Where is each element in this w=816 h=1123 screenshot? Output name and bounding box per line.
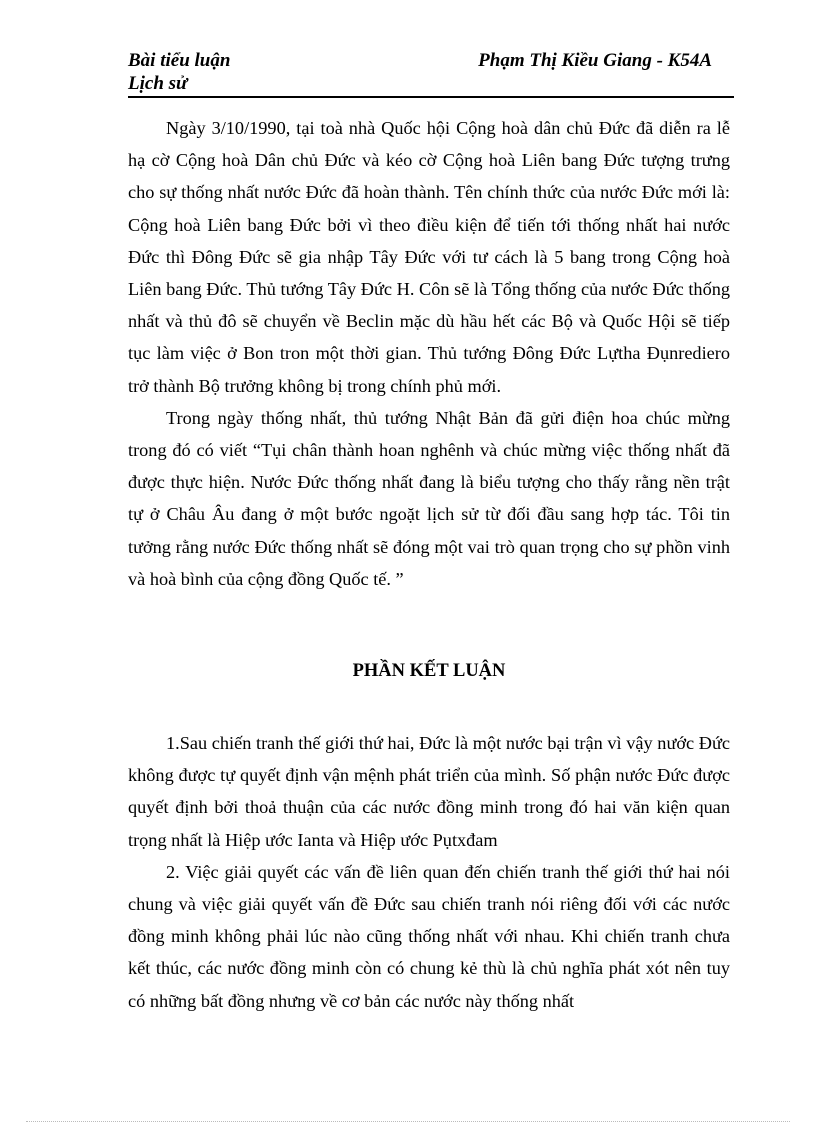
paragraph: 2. Việc giải quyết các vấn đề liên quan đến chiến tranh thế giới thứ hai nói chung và việc giải quyết vấn đề Đức sau chiến tranh nói riêng đối với các nước đồng minh không phải lúc nào cũng thống nhất với nhau. Khi chiến tranh chưa kết thúc, các nước đồng minh còn có chung kẻ thù là chủ nghĩa phát xót nên tuy có những bất đồng nhưng về cơ bản các nước này thống nhất: [128, 861, 730, 1011]
conclusion-heading: PHẦN KẾT LUẬN: [352, 661, 506, 681]
page-header: [128, 48, 734, 98]
header-title-line2: Lịch sử: [128, 73, 188, 94]
paragraph: Ngày 3/10/1990, tại toà nhà Quốc hội Cộng hoà dân chủ Đức đã diễn ra lễ hạ cờ Cộng hoà Dân chủ Đức và kéo cờ Cộng hoà Liên bang Đức tượng trưng cho sự thống nhất nước Đức đã hoàn thành. Tên chính thức của nước Đức mới là: Cộng hoà Liên bang Đức bởi vì theo điều kiện để tiến tới thống nhất hai nước Đức thì Đông Đức sẽ gia nhập Tây Đức với tư cách là 5 bang trong Cộng hoà Liên bang Đức. Thủ tướng Tây Đức H. Côn sẽ là Tổng thống của nước Đức thống nhất và thủ đô sẽ chuyển về Beclin mặc dù hầu hết các Bộ và Quốc Hội sẽ tiếp tục làm việc ở Bon tron một thời gian. Thủ tướng Đông Đức Lựtha Đụnrediero trở thành Bộ trưởng không bị trong chính phủ mới.: [128, 118, 730, 396]
paragraph: Trong ngày thống nhất, thủ tướng Nhật Bản đã gửi điện hoa chúc mừng trong đó có viết “Tụi chân thành hoan nghênh và chúc mừng việc thống nhất đã được thực hiện. Nước Đức thống nhất đang là biểu tượng cho thấy rằng nền trật tự ở Châu Âu đang ở một bước ngoặt lịch sử từ đối đầu sang hợp tác. Tôi tin tưởng rằng nước Đức thống nhất sẽ đóng một vai trò quan trọng cho sự phồn vinh và hoà bình của cộng đồng Quốc tế. ”: [128, 407, 730, 589]
header-author: Phạm Thị Kiều Giang - K54A: [478, 50, 712, 71]
paragraph: 1.Sau chiến tranh thế giới thứ hai, Đức là một nước bại trận vì vậy nước Đức không được tự quyết định vận mệnh phát triển của mình. Số phận nước Đức được quyết định bởi thoả thuận của các nước đồng minh trong đó hai văn kiện quan trọng nhất là Hiệp ước Ianta và Hiệp ước Pụtxđam: [128, 733, 730, 850]
page-bottom-divider: [26, 1121, 790, 1122]
header-title-line1: Bài tiểu luận: [128, 50, 231, 71]
section-body: [128, 112, 730, 595]
conclusion-body: [128, 727, 730, 1017]
